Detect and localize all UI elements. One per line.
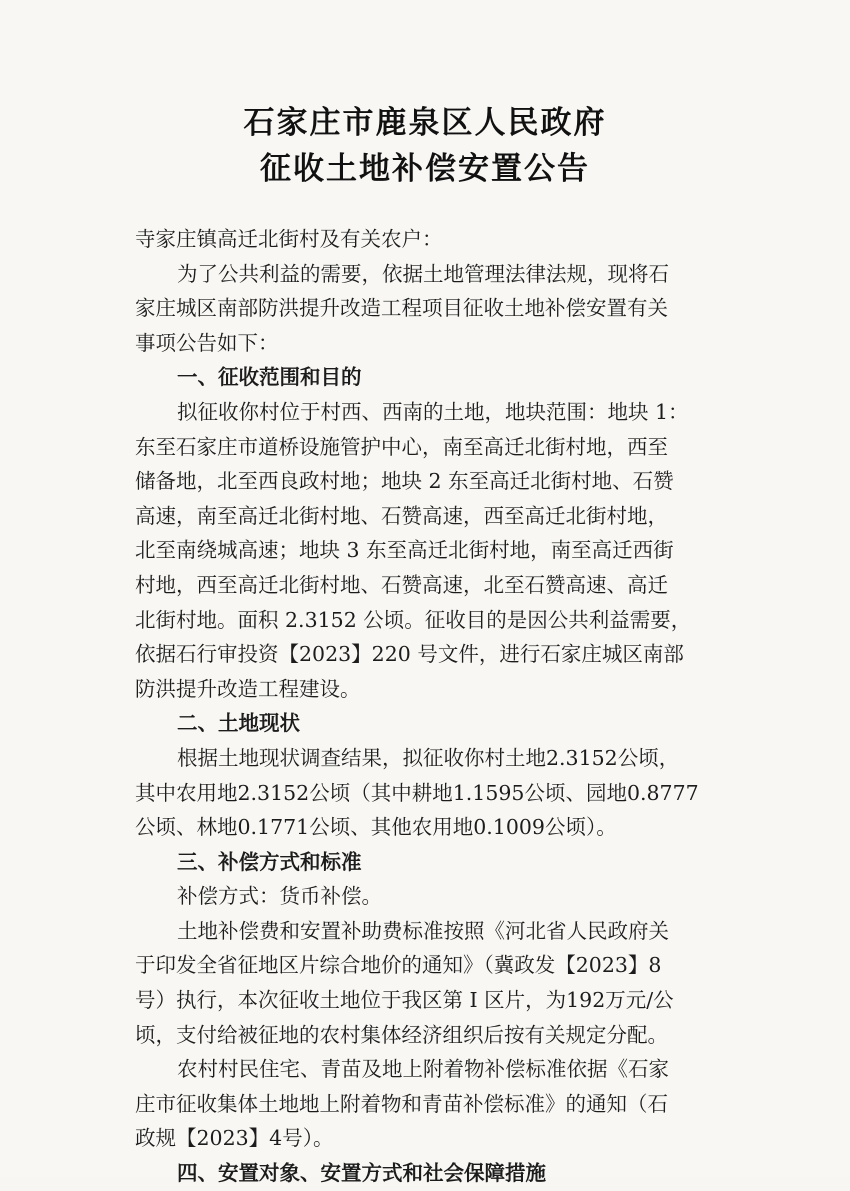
intro-line-1: 为了公共利益的需要，依据土地管理法律法规，现将石 bbox=[177, 261, 669, 286]
title-line-1: 石家庄市鹿泉区人民政府 bbox=[243, 105, 607, 141]
section-1-line: 高速，南至高迁北街村地、石赞高速，西至高迁北街村地， bbox=[135, 503, 668, 528]
section-1-line: 依据石行审投资【2023】220 号文件，进行石家庄城区南部 bbox=[135, 642, 684, 667]
section-1-line: 北街村地。面积 2.3152 公顷。征收目的是因公共利益需要， bbox=[135, 607, 692, 632]
section-3-para1-line: 顷，支付给被征地的农村集体经济组织后按有关规定分配。 bbox=[135, 1022, 668, 1047]
salutation: 寺家庄镇高迁北街村及有关农户： bbox=[135, 227, 443, 251]
document-body bbox=[135, 222, 725, 1191]
document-title bbox=[0, 100, 850, 192]
section-4-heading: 四、安置对象、安置方式和社会保障措施 bbox=[177, 1161, 546, 1186]
section-3-para2-line: 庄市征收集体土地地上附着物和青苗补偿标准》的通知（石 bbox=[135, 1091, 668, 1116]
section-3-para1-line: 于印发全省征地区片综合地价的通知》（冀政发【2023】8 bbox=[135, 953, 662, 978]
title-line-2: 征收土地补偿安置公告 bbox=[260, 151, 590, 187]
compensation-method: 补偿方式：货币补偿。 bbox=[177, 884, 382, 909]
section-3-para1-line: 土地补偿费和安置补助费标准按照《河北省人民政府关 bbox=[177, 918, 669, 943]
section-1-line: 北至南绕城高速；地块 3 东至高迁北街村地，南至高迁西街 bbox=[135, 538, 674, 563]
section-1-line: 东至石家庄市道桥设施管护中心，南至高迁北街村地，西至 bbox=[135, 434, 668, 459]
section-2-line: 公顷、林地0.1771公顷、其他农用地0.1009公顷）。 bbox=[135, 815, 617, 840]
section-3-heading: 三、补偿方式和标准 bbox=[177, 849, 362, 874]
section-1-line: 储备地，北至西良政村地；地块 2 东至高迁北街村地、石赞 bbox=[135, 469, 674, 494]
section-3-para1-line: 号）执行，本次征收土地位于我区第 Ⅰ 区片，为192万元/公 bbox=[135, 988, 674, 1013]
intro-line-2: 家庄城区南部防洪提升改造工程项目征收土地补偿安置有关 bbox=[135, 296, 668, 321]
section-2-heading: 二、土地现状 bbox=[177, 711, 300, 736]
section-2-line: 根据土地现状调查结果，拟征收你村土地2.3152公顷， bbox=[177, 745, 680, 770]
section-3-para2-line: 政规【2023】4号）。 bbox=[135, 1126, 334, 1151]
section-1-line: 拟征收你村位于村西、西南的土地，地块范围：地块 1： bbox=[177, 399, 689, 424]
section-3-para2-line: 农村村民住宅、青苗及地上附着物补偿标准依据《石家 bbox=[177, 1057, 669, 1082]
section-1-line: 村地，西至高迁北街村地、石赞高速，北至石赞高速、高迁 bbox=[135, 572, 668, 597]
section-2-line: 其中农用地2.3152公顷（其中耕地1.1595公顷、园地0.8777 bbox=[135, 780, 699, 805]
section-1-heading: 一、征收范围和目的 bbox=[177, 365, 362, 390]
section-1-line: 防洪提升改造工程建设。 bbox=[135, 676, 361, 701]
intro-line-3: 事项公告如下： bbox=[135, 330, 279, 355]
